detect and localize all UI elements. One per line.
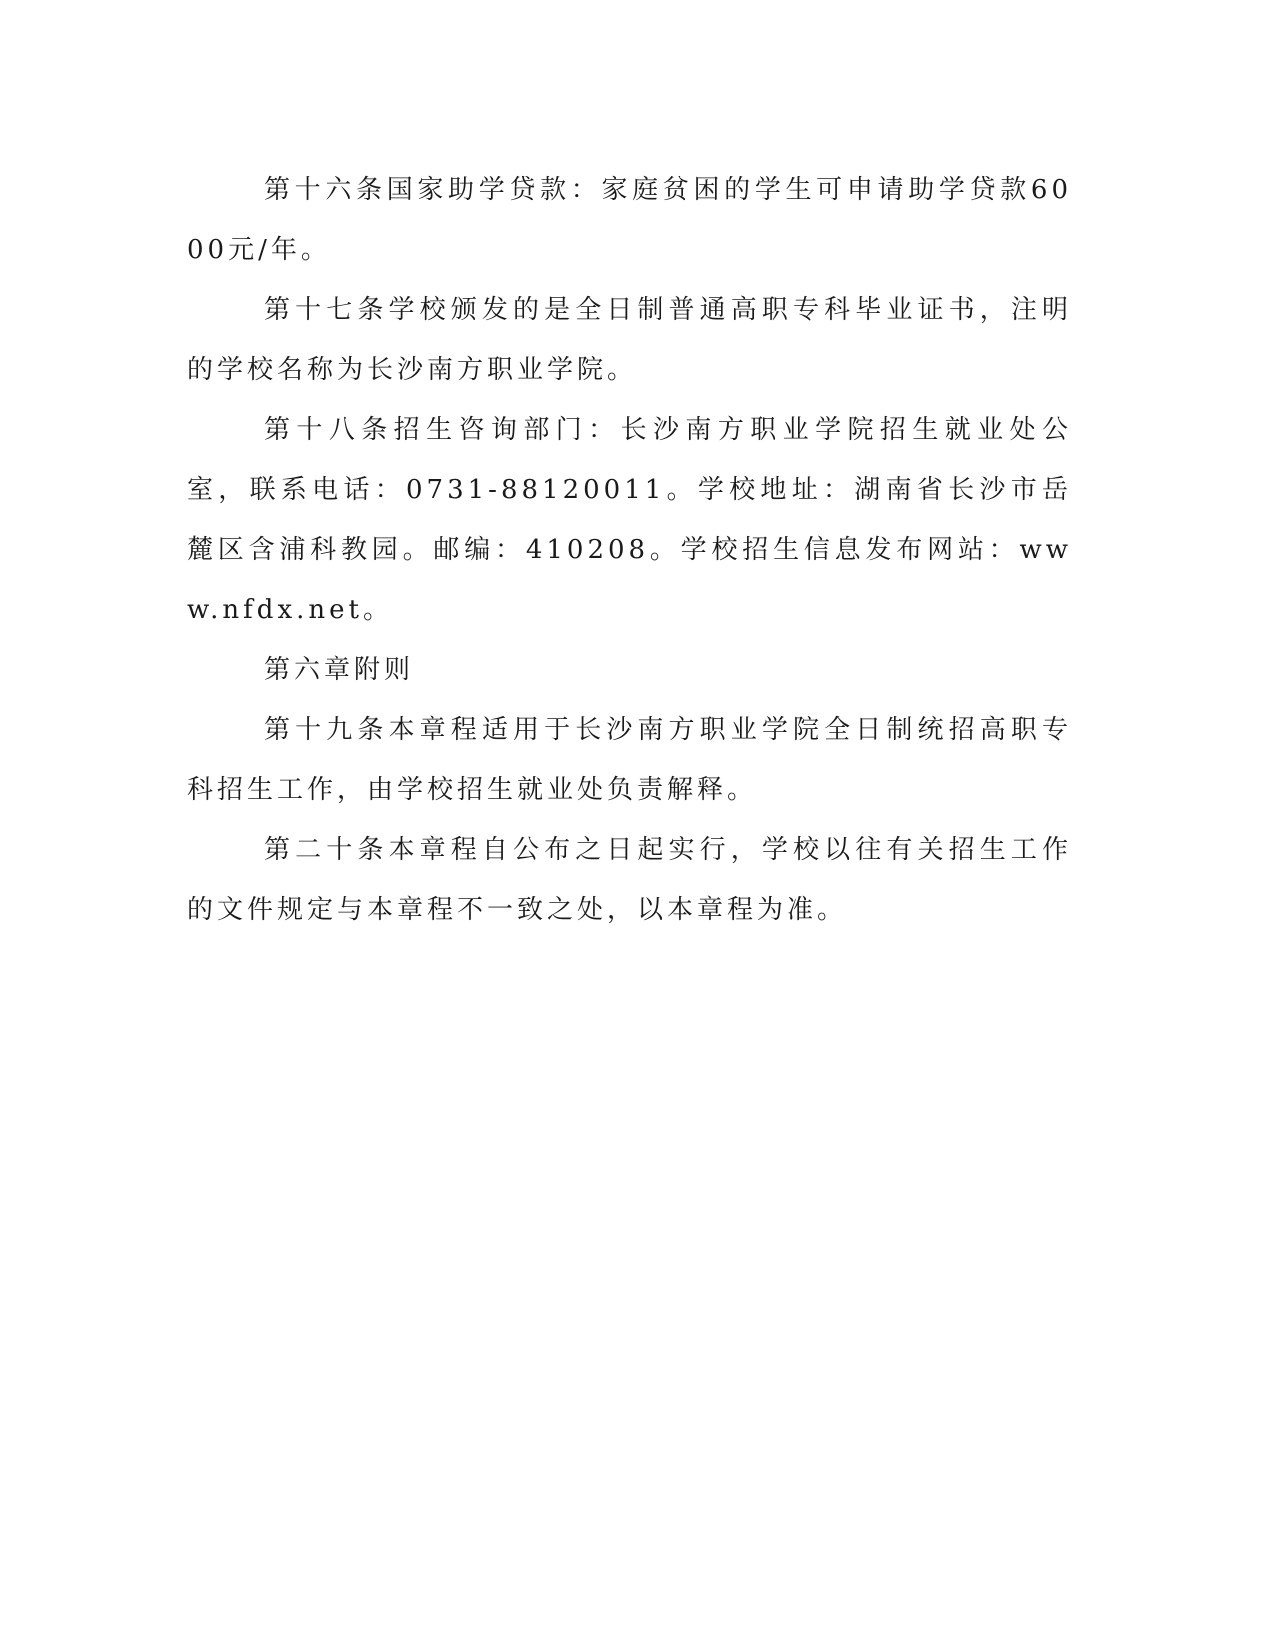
article-20-paragraph: 第二十条本章程自公布之日起实行，学校以往有关招生工作的文件规定与本章程不一致之处，以本章程为准。 (187, 835, 1072, 925)
chapter-heading: 第六章附则 (264, 655, 415, 685)
article-16-paragraph: 第十六条国家助学贷款：家庭贫困的学生可申请助学贷款6000元/年。 (187, 175, 1072, 265)
document-body (187, 160, 1072, 940)
article-18-paragraph: 第十八条招生咨询部门：长沙南方职业学院招生就业处公室，联系电话：0731-88120011。学校地址：湖南省长沙市岳麓区含浦科教园。邮编：410208。学校招生信息发布网站：www.nfdx.net。 (187, 415, 1072, 625)
article-17-paragraph: 第十七条学校颁发的是全日制普通高职专科毕业证书，注明的学校名称为长沙南方职业学院。 (187, 295, 1072, 385)
article-19-paragraph: 第十九条本章程适用于长沙南方职业学院全日制统招高职专科招生工作，由学校招生就业处负责解释。 (187, 715, 1072, 805)
